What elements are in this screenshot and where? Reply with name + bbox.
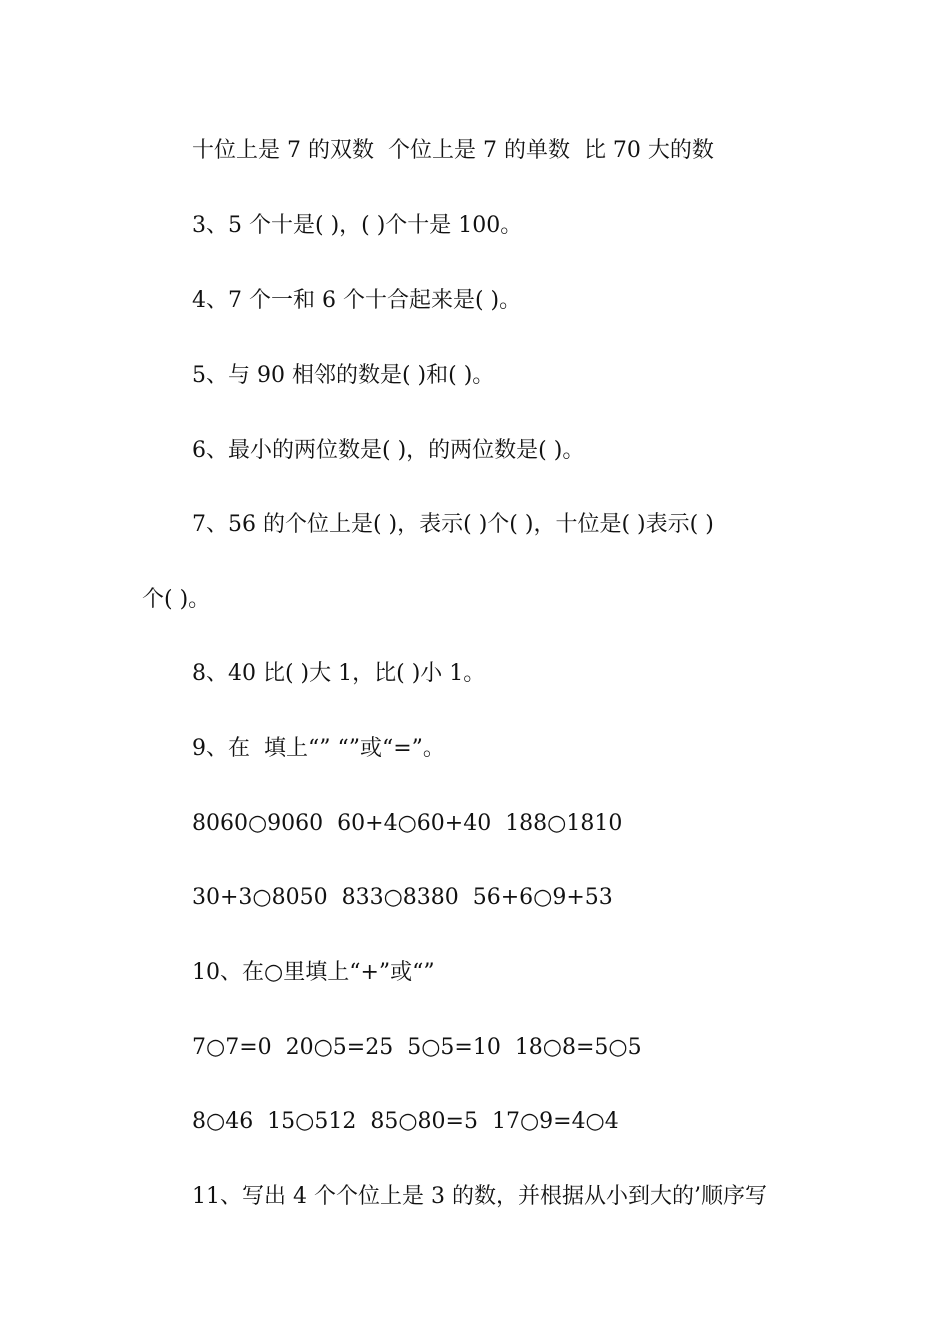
question-4: 4、7 个一和 6 个十合起来是( )。 (192, 288, 522, 313)
question-9-row-2: 30+3○8050 833○8380 56+6○9+53 (192, 885, 613, 910)
question-9-row-1: 8060○9060 60+4○60+40 188○1810 (192, 811, 623, 836)
question-9: 9、在 填上“” “”或“=”。 (192, 736, 445, 761)
question-7: 7、56 的个位上是( )，表示( )个( )，十位是( )表示( ) (192, 512, 714, 537)
question-10-row-1: 7○7=0 20○5=25 5○5=10 18○8=5○5 (192, 1035, 642, 1060)
question-10-row-2: 8○46 15○512 85○80=5 17○9=4○4 (192, 1109, 619, 1134)
question-8: 8、40 比( )大 1，比( )小 1。 (192, 661, 486, 686)
question-6: 6、最小的两位数是( )，的两位数是( )。 (192, 438, 585, 463)
question-5: 5、与 90 相邻的数是( )和( )。 (192, 363, 495, 388)
question-10: 10、在○里填上“+”或“” (192, 960, 435, 985)
text-line-parity-categories: 十位上是 7 的双数 个位上是 7 的单数 比 70 大的数 (192, 138, 714, 163)
question-11: 11、写出 4 个个位上是 3 的数，并根据从小到大的’顺序写 (192, 1184, 767, 1209)
question-7-continuation: 个( )。 (142, 587, 211, 612)
question-3: 3、5 个十是( )，( )个十是 100。 (192, 213, 523, 238)
